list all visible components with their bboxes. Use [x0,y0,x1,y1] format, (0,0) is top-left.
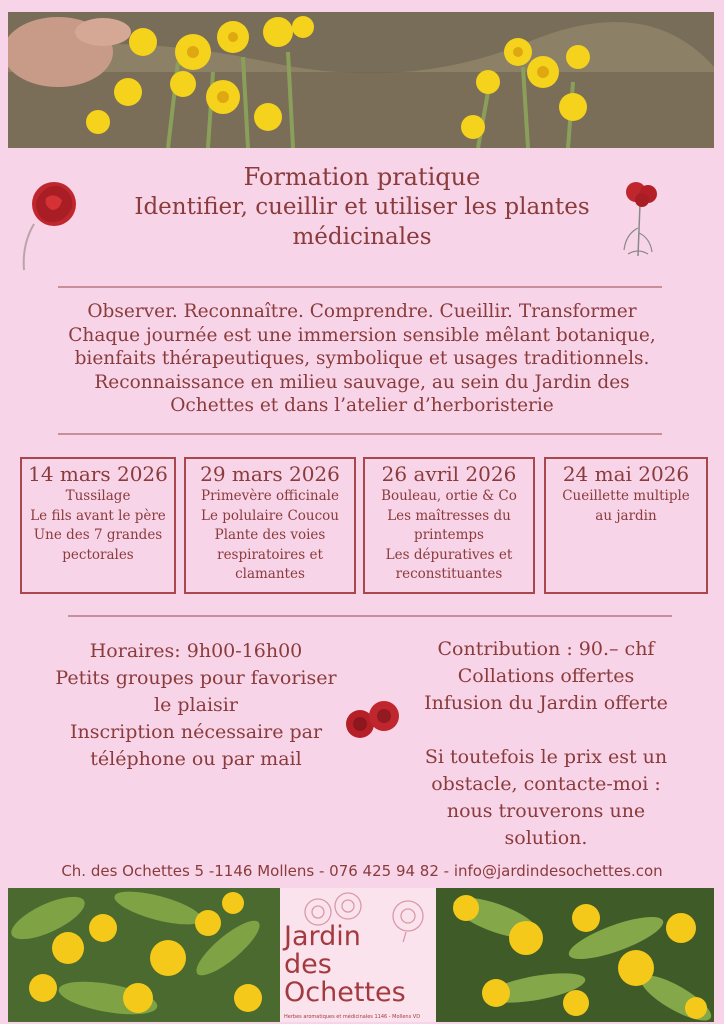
spacer [400,717,692,744]
header-photo-coltsfoot [8,12,714,148]
red-rose-icon [14,174,80,274]
date-card-line: Une des 7 grandes [33,527,163,543]
info-line: solution. [504,827,588,849]
date-card-line: au jardin [595,507,657,524]
date-card-line: Cueillette multiple [562,488,690,504]
date-card-line: printemps [414,527,484,543]
divider [68,615,672,617]
title-line-3: médicinales [292,224,432,250]
logo-line-2: des [284,949,332,980]
info-line: le plaisir [154,694,238,716]
footer-photo-primrose-right [436,888,714,1022]
date-card-line: Les maîtresses du [387,507,511,524]
logo-line-3: Ochettes [284,977,406,1008]
info-line: obstacle, contacte-moi : [431,773,661,795]
info-line: Contribution : 90.– chf [437,638,655,660]
info-line: Collations offertes [457,665,635,687]
intro-line: Chaque journée est une immersion sensible mêlant botanique, [68,324,656,346]
info-line: Si toutefois le prix est un [424,746,668,768]
date-card [544,457,708,594]
date-card-date: 29 mars 2026 [200,462,340,486]
date-card-date: 24 mai 2026 [562,462,690,486]
date-card-line: reconstituantes [395,566,503,582]
intro-line: bienfaits thérapeutiques, symbolique et usages traditionnels. [74,348,650,369]
date-card-line: Primevère officinale [201,488,339,504]
jardin-des-ochettes-logo [280,888,436,1022]
date-card [184,457,356,594]
info-line: Infusion du Jardin offerte [424,692,668,714]
red-roses-icon [344,700,404,740]
date-card [363,457,535,594]
title-line-1: Formation pratique [243,163,481,191]
date-card-line: pectorales [62,546,134,563]
title-line-2: Identifier, cueillir et utiliser les plantes [134,194,590,220]
date-card-line: Tussilage [65,488,131,504]
divider [58,286,662,288]
contact-line: Ch. des Ochettes 5 -1146 Mollens - 076 425 94 82 - info@jardindesochettes.con [61,862,663,880]
intro-line: Observer. Reconnaître. Comprendre. Cueillir. Transformer [87,301,637,322]
date-card-line: Les dépuratives et [385,546,513,563]
intro-line: Ochettes et dans l’atelier d’herboristerie [170,395,554,416]
date-card-date: 14 mars 2026 [28,462,168,486]
date-card [20,457,176,594]
intro-text [30,300,694,418]
info-line: téléphone ou par mail [90,748,302,770]
intro-line: Reconnaissance en milieu sauvage, au sein du Jardin des [94,371,630,393]
dates-row [20,457,708,597]
date-card-line: clamantes [235,566,305,582]
info-line: Petits groupes pour favoriser [55,667,337,689]
logo-tagline: Herbes aromatiques et médicinales 1146 - Mollens VD [284,1014,421,1020]
practical-info [36,638,356,773]
red-poppy-icon [618,178,666,258]
date-card-line: Plante des voies [214,527,326,543]
date-card-date: 26 avril 2026 [381,462,517,486]
logo-line-1: Jardin [284,921,361,952]
page-title [80,162,644,252]
date-card-line: Le fils avant le père [30,507,166,524]
divider [58,433,662,435]
date-card-line: respiratoires et [217,546,323,563]
pricing-info [400,636,692,852]
footer-photo-primrose-left [8,888,280,1022]
date-card-line: Bouleau, ortie & Co [381,488,517,504]
info-line: Horaires: 9h00-16h00 [89,640,303,662]
info-line: Inscription nécessaire par [69,721,323,743]
date-card-line: Le polulaire Coucou [201,507,339,524]
info-line: nous trouverons une [446,800,646,822]
